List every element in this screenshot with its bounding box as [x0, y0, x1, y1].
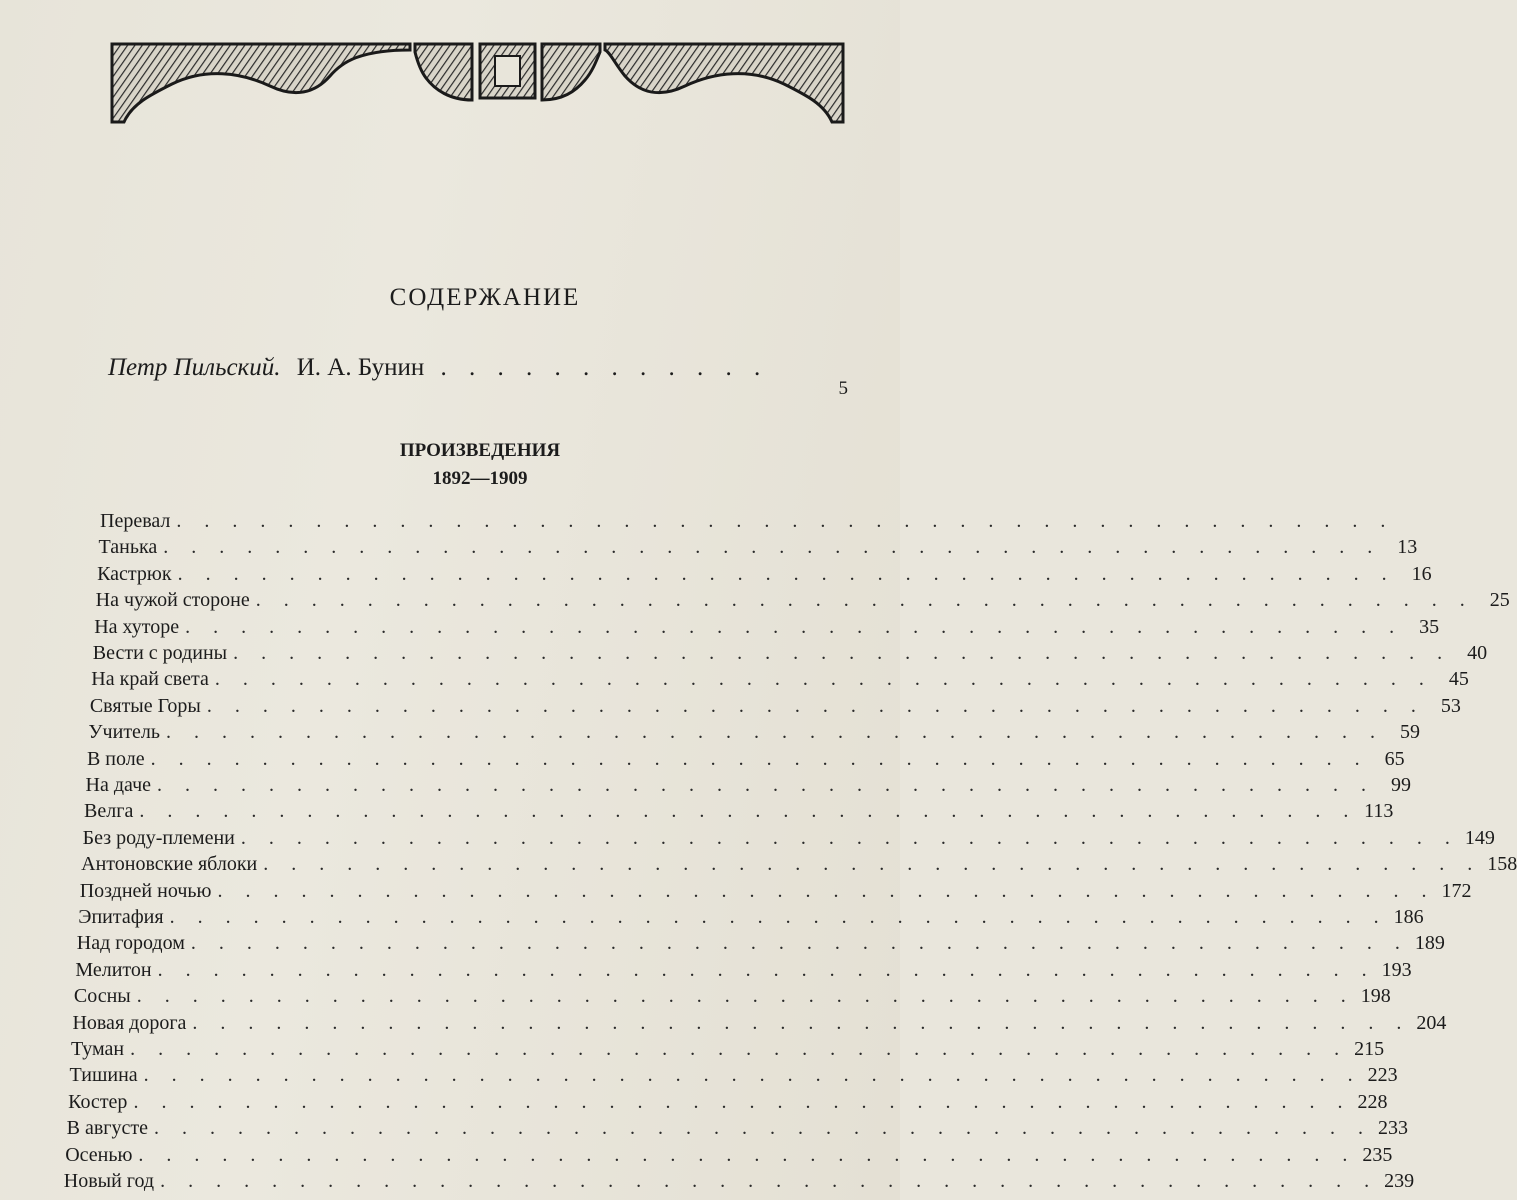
toc-entry: [98, 536, 1418, 562]
toc-entry-title: Новая дорога: [72, 1011, 187, 1034]
intro-author: Петр Пильский.: [108, 354, 281, 381]
toc-leader-dots: . . . . . . . . . . . . . . . . . . . . . . . . . . . . . . . . . . . . . . . . . . . .: [166, 721, 1385, 744]
toc-entry-page: 59: [1400, 721, 1421, 744]
toc-entry: [85, 774, 1412, 800]
toc-entry-title: Без роду-племени: [82, 826, 235, 849]
toc-leader-dots: . . . . . . . . . . . . . . . . . . . . . . . . . . . . . . . . . . . . . . . . . . . .: [139, 800, 1358, 823]
toc-entry: [63, 1170, 1415, 1196]
toc-entry: [76, 932, 1445, 958]
toc-leader-dots: . . . . . . . . . . . . . . . . . . . . . . . . . . . . . . . . . . . . . . . . . . . .: [130, 1038, 1349, 1060]
toc-entry-page: 149: [1464, 826, 1495, 849]
toc-entry-page: 223: [1367, 1064, 1398, 1087]
toc-entry: [68, 1090, 1388, 1117]
toc-entry: [89, 694, 1461, 721]
toc-entry-page: 235: [1362, 1143, 1393, 1166]
toc-entry-title: На чужой стороне: [95, 589, 250, 612]
section-years: 1892—1909: [432, 468, 528, 489]
toc-leader-dots: . . . . . . . . . . . . . . . . . . . . . . . . . . . . . . . . . . . . . . . . . . . .: [240, 826, 1459, 849]
toc-entry-page: 215: [1354, 1038, 1385, 1060]
toc-entry-page: 228: [1357, 1090, 1388, 1113]
toc-leader-dots: . . . . . . . . . . . . . . . . . . . . . . . . . . . . . . . . . . . . . . . . . . . .: [176, 510, 1395, 532]
intro-page-number: 5: [838, 378, 848, 399]
toc-leader-dots: . . . . . . . . . . . . . . . . . . . . . . . . . . . . . . . . . . . . . . . . . . . .: [214, 668, 1433, 691]
toc-entry: [72, 1011, 1447, 1038]
toc-entry-page: 204: [1416, 1011, 1447, 1034]
toc-entry-page: 65: [1384, 747, 1405, 770]
toc-entry-title: Велга: [84, 800, 134, 823]
toc-entry-title: Святые Горы: [89, 694, 201, 717]
toc-entry-page: 189: [1414, 932, 1445, 955]
toc-entry: [81, 853, 1517, 879]
toc-entry-page: 45: [1448, 668, 1469, 691]
toc-entry-title: Новый год: [63, 1170, 155, 1192]
toc-entry-page: 239: [1384, 1170, 1415, 1192]
page-title: СОДЕРЖАНИЕ: [389, 284, 581, 311]
toc-entry: [97, 562, 1432, 589]
toc-leader-dots: . . . . . . . . . . . . . . . . . . . . . . . . . . . . . . . . . . . . . . . . . . . .: [169, 906, 1388, 928]
toc-leader-dots: . . . . . . . . . . . . . . . . . . . . . . . . . . . . . . . . . . . . . . . . . . . .: [133, 1090, 1352, 1113]
toc-leader-dots: . . . . . . . . . . . . . . . . . . . . . . . . . . . . . . . . . . . . . . . . . . . .: [233, 642, 1452, 664]
toc-leader-dots: . . . . . . . . . . . . . . . . . . . . . . . . . . . . . . . . . . . . . . . . . . . .: [177, 562, 1396, 585]
toc-entry-page: 53: [1440, 694, 1461, 717]
toc-entry: [91, 668, 1469, 694]
toc-leader-dots: . . . . . . . . . . . . . . . . . . . . . . . . . . . . . . . . . . . . . . . . . . . .: [143, 1064, 1362, 1087]
toc-leader-dots: . . . . . . . . . . . . . . . . . . . . . . . . . . . . . . . . . . . . . . . . . . . .: [163, 536, 1382, 559]
toc-entry-page: 40: [1467, 642, 1488, 664]
toc-entry-title: Туман: [71, 1038, 125, 1060]
toc-entry: [92, 642, 1488, 668]
intro-leader-dots: . . . . . . . . . . . .: [440, 354, 769, 381]
toc-entry-title: В поле: [86, 747, 145, 770]
toc-entry-page: 35: [1419, 615, 1440, 638]
toc-leader-dots: . . . . . . . . . . . . . . . . . . . . . . . . . . . . . . . . . . . . . . . . . . . .: [157, 774, 1376, 796]
toc-entry-page: 233: [1378, 1117, 1408, 1140]
toc-entry-title: Поздней ночью: [79, 879, 212, 902]
toc-entry: [75, 958, 1412, 985]
section-title: ПРОИЗВЕДЕНИЯ: [399, 440, 561, 461]
toc-entry-page: 186: [1393, 906, 1424, 928]
toc-entry-title: Тишина: [69, 1064, 138, 1087]
toc-entry-title: Учитель: [88, 721, 161, 744]
toc-entry: [78, 906, 1424, 932]
toc-entry-title: Эпитафия: [78, 906, 164, 928]
toc-entry-title: На хуторе: [94, 615, 180, 638]
toc-entry-title: Перевал: [100, 510, 171, 532]
toc-leader-dots: . . . . . . . . . . . . . . . . . . . . . . . . . . . . . . . . . . . . . . . . . . . .: [192, 1011, 1411, 1034]
toc-entry-title: Кастрюк: [97, 562, 172, 585]
toc-leader-dots: . . . . . . . . . . . . . . . . . . . . . . . . . . . . . . . . . . . . . . . . . . . .: [255, 589, 1474, 612]
toc-leader-dots: . . . . . . . . . . . . . . . . . . . . . . . . . . . . . . . . . . . . . . . . . . . .: [217, 879, 1436, 902]
toc-entry-title: Костер: [68, 1090, 128, 1113]
toc-leader-dots: . . . . . . . . . . . . . . . . . . . . . . . . . . . . . . . . . . . . . . . . . . . .: [206, 694, 1425, 717]
toc-entry-title: Антоновские яблоки: [81, 853, 258, 876]
toc-entry: [88, 721, 1421, 747]
toc-leader-dots: . . . . . . . . . . . . . . . . . . . . . . . . . . . . . . . . . . . . . . . . . . . .: [150, 747, 1369, 770]
toc-entry: [84, 800, 1394, 826]
toc-leader-dots: . . . . . . . . . . . . . . . . . . . . . . . . . . . . . . . . . . . . . . . . . . . .: [263, 853, 1482, 876]
toc-entry: [100, 510, 1395, 536]
toc-entry-page: 158: [1487, 853, 1517, 876]
toc-entry-title: Осенью: [65, 1143, 133, 1166]
toc-leader-dots: . . . . . . . . . . . . . . . . . . . . . . . . . . . . . . . . . . . . . . . . . . . .: [185, 615, 1404, 638]
toc-leader-dots: . . . . . . . . . . . . . . . . . . . . . . . . . . . . . . . . . . . . . . . . . . . .: [138, 1143, 1357, 1166]
toc-entry: [82, 826, 1495, 853]
toc-entry-page: 172: [1441, 879, 1472, 902]
toc-entry-title: Вести с родины: [92, 642, 228, 664]
toc-entry-page: 16: [1411, 562, 1432, 585]
toc-entry: [65, 1143, 1393, 1170]
toc-entry-page: 25: [1489, 589, 1510, 612]
intro-subject: И. А. Бунин: [296, 354, 425, 381]
toc-entry-title: Танька: [98, 536, 158, 559]
toc-entry-page: 113: [1364, 800, 1394, 823]
toc-leader-dots: . . . . . . . . . . . . . . . . . . . . . . . . . . . . . . . . . . . . . . . . . . . .: [154, 1117, 1372, 1140]
toc-entry: [69, 1064, 1398, 1090]
toc-entry: [95, 589, 1510, 615]
toc-entry-page: 198: [1360, 985, 1391, 1008]
toc-entry: [66, 1117, 1408, 1143]
toc-leader-dots: . . . . . . . . . . . . . . . . . . . . . . . . . . . . . . . . . . . . . . . . . . . .: [160, 1170, 1379, 1192]
toc-entry: [79, 879, 1472, 906]
toc-leader-dots: . . . . . . . . . . . . . . . . . . . . . . . . . . . . . . . . . . . . . . . . . . . .: [136, 985, 1355, 1008]
toc-entry: [94, 615, 1440, 642]
toc-entry-page: 193: [1381, 958, 1412, 981]
toc-entry-title: На даче: [85, 774, 152, 796]
toc-entry-title: На край света: [91, 668, 209, 691]
toc-leader-dots: . . . . . . . . . . . . . . . . . . . . . . . . . . . . . . . . . . . . . . . . . . . .: [190, 932, 1409, 955]
toc-entry-title: Мелитон: [75, 958, 152, 981]
toc-entry-title: Сосны: [73, 985, 131, 1008]
toc-entry: [71, 1038, 1385, 1064]
toc-entry-title: Над городом: [76, 932, 185, 955]
toc-entry-title: В августе: [66, 1117, 148, 1140]
toc-entry: [86, 747, 1405, 774]
toc-entry-page: 13: [1397, 536, 1418, 559]
toc-entry-page: 99: [1391, 774, 1412, 796]
toc-entry: [73, 985, 1391, 1011]
toc-leader-dots: . . . . . . . . . . . . . . . . . . . . . . . . . . . . . . . . . . . . . . . . . . . .: [157, 958, 1376, 981]
